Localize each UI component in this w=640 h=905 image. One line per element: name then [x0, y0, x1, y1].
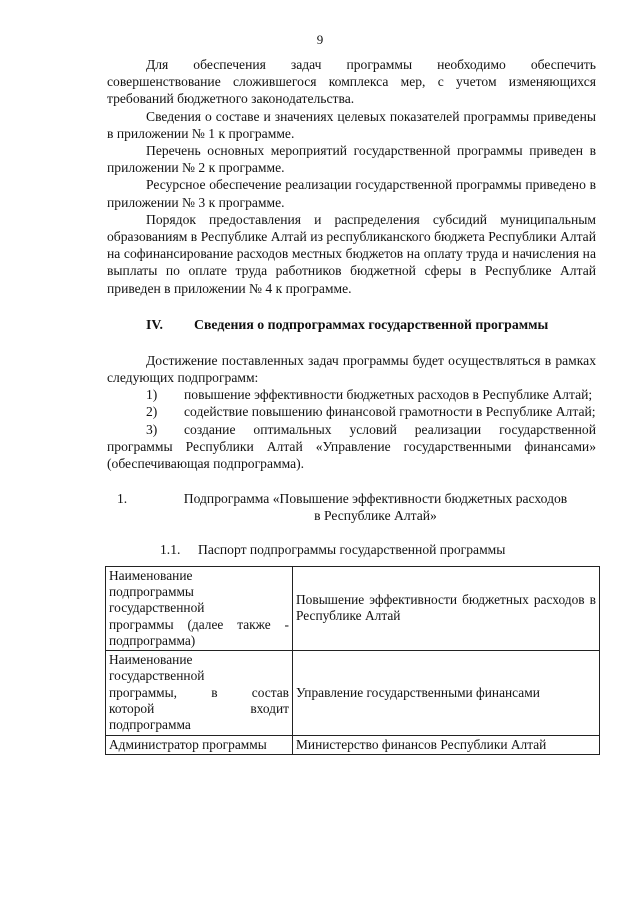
table-row: [106, 735, 600, 754]
label-line: Наименование: [109, 652, 193, 668]
passport-number: 1.1.: [160, 541, 181, 557]
subprogram-heading: [107, 490, 596, 524]
section-lead: Достижение поставленных задач программы будет осуществляться в рамках следующих подпрограмм:: [107, 352, 596, 386]
list-item-number: 1): [146, 387, 158, 403]
intro-paragraph-2: Сведения о составе и значениях целевых показателей программы приведены в приложении № 1 к программе.: [107, 108, 596, 141]
intro-paragraph-4: Ресурсное обеспечение реализации государственной программы приведено в приложении № 3 к программе.: [107, 177, 596, 210]
label-line: программы (далее также -: [109, 616, 289, 632]
intro-paragraph-3: Перечень основных мероприятий государственной программы приведен в приложении № 2 к программе.: [107, 143, 596, 176]
subprogram-title-line-2: в Республике Алтай»: [314, 508, 437, 524]
list-item-text: повышение эффективности бюджетных расходов в Республике Алтай;: [184, 387, 593, 403]
label-line: подпрограмма): [109, 632, 196, 648]
table-row: [106, 566, 600, 650]
subprogram-number: 1.: [117, 491, 128, 507]
label-line: Администратор программы: [109, 736, 267, 752]
list-item-text: содействие повышению финансовой грамотности в Республике Алтай;: [184, 404, 596, 420]
section-title: Сведения о подпрограммах государственной программы: [194, 316, 549, 332]
label-line: государственной: [109, 668, 205, 684]
label-line: подпрограмма: [109, 717, 191, 733]
list-item: [107, 403, 596, 420]
section-heading: [107, 316, 596, 333]
list-item-number: 3): [146, 421, 158, 437]
passport-title: Паспорт подпрограммы государственной программы: [198, 541, 506, 557]
list-item-text: создание оптимальных условий реализации государственной программы Республики Алтай «Управление государственными финансами» (обеспечивающая подпрограмма).: [107, 421, 596, 472]
section-number: IV.: [146, 316, 164, 332]
label-line: Наименование: [109, 567, 193, 583]
passport-table: [105, 566, 600, 755]
label-line: подпрограммы: [109, 583, 194, 599]
passport-value-cell: Министерство финансов Республики Алтай: [293, 735, 600, 754]
section-body: [107, 352, 596, 472]
label-line: программы, в состав: [109, 684, 289, 700]
page-number: 9: [316, 32, 324, 47]
intro-paragraph-5: Порядок предоставления и распределения субсидий муниципальным образованиям в Республике Алтай из республиканского бюджета Республики Алтай на софинансирование расходов местных бюджетов на оплату труда и начисления на выплаты по оплате труда работников бюджетной сферы в Республике Алтай приведен в приложении № 4 к программе.: [107, 211, 596, 296]
subprogram-title-line-1: Подпрограмма «Повышение эффективности бюджетных расходов: [183, 491, 568, 507]
passport-label-cell: [106, 651, 293, 735]
passport-label-cell: [106, 566, 293, 650]
passport-value-cell: Повышение эффективности бюджетных расходов в Республике Алтай: [293, 566, 600, 650]
label-line: государственной: [109, 600, 205, 616]
document-body: [107, 56, 596, 755]
list-item: [107, 421, 596, 473]
passport-heading: [107, 541, 596, 558]
passport-label-cell: [106, 735, 293, 754]
list-item: [107, 386, 596, 403]
label-line: которой входит: [109, 701, 289, 717]
table-row: [106, 651, 600, 735]
passport-value-cell: Управление государственными финансами: [293, 651, 600, 735]
list-item-number: 2): [146, 404, 158, 420]
intro-paragraph-1: Для обеспечения задач программы необходимо обеспечить совершенствование сложившегося комплекса мер, с учетом изменяющихся требований бюджетного законодательства.: [107, 57, 596, 107]
